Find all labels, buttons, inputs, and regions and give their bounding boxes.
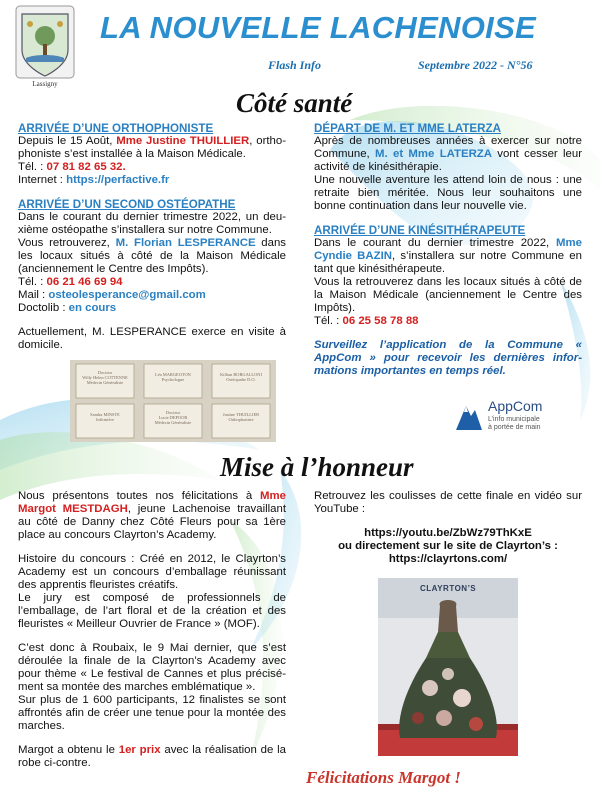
dress-photo	[378, 578, 518, 756]
honneur-left-column	[18, 490, 286, 770]
depart-text-1: Après de nombreuses années à exercer sur notre Commune, M. et Mme LATERZA vont cesser leur activité de kinésithérapie.	[314, 135, 583, 173]
depart-text-2: Une nouvelle aventure les attend loin de nous : une retraite bien méritée. Nous leur souhaitons une bonne continuation dans leur nouvelle vie.	[314, 174, 582, 212]
appcom-tagline: L’info municipale à portée de main	[488, 416, 541, 431]
honneur-p3: Le jury est composé de professionnels de l’emballage, de l’art floral et de la création et des fleuristes « Meilleur Ouvrier de France » (MOF).	[18, 592, 286, 630]
osteo-mail-link[interactable]: osteolesperance@gmail.com	[48, 289, 206, 301]
honneur-p5: Sur plus de 1 600 participants, 12 finalistes se sont affrontés afin de créer une tenue pour la montée des marches.	[18, 694, 286, 732]
ortho-phone: Tél. : 07 81 82 65 32.	[18, 161, 126, 173]
photo-banner: CLAYRTON’S	[420, 584, 477, 593]
ortho-website-link[interactable]: https://perfactive.fr	[66, 174, 170, 186]
plaque-2: Léa MARGEOTON Psychologue	[155, 372, 191, 382]
section-title-honneur: Mise à l’honneur	[220, 452, 414, 482]
plaque-1: Docteur Willy Helen COTTENNE Médecin Généraliste	[82, 370, 128, 385]
kine-phone: Tél. : 06 25 58 78 88	[314, 315, 419, 327]
video-intro: Retrouvez les coulisses de cette finale en vidéo sur YouTube :	[314, 490, 582, 515]
plaque-5: Docteur Lucie DEPOOR Médecin Généraliste	[154, 410, 192, 425]
osteo-text-1: Dans le courant du dernier trimestre 2022, un deu-xième ostéopathe s’installera sur notre Commune.	[18, 211, 286, 236]
newsletter-title: LA NOUVELLE LACHENOISE	[100, 10, 537, 45]
plaque-4: Sandra MINSTE Infirmière	[90, 412, 120, 422]
honneur-p1: Nous présentons toutes nos félicitations à Mme Margot MESTDAGH, jeune Lachenoise travaillant au côté de Danny chez Côté Fleurs pour sa 1ère place au concours Clayrton’s Academy.	[18, 490, 287, 541]
osteo-text-2: Vous retrouverez, M. Florian LESPERANCE dans les locaux situés à côté de la Maison Médicale (anciennement le Centre des Impôts).	[18, 237, 286, 275]
youtube-link[interactable]: https://youtu.be/ZbWz79ThKxE	[364, 527, 532, 539]
honneur-name: Mme Margot MESTDAGH	[18, 490, 286, 515]
section-title-sante: Côté santé	[236, 88, 353, 118]
osteo-phone: Tél. : 06 21 46 69 94	[18, 276, 123, 288]
sante-right-column	[314, 122, 582, 378]
ortho-website: Internet : https://perfactive.fr	[18, 174, 170, 186]
medical-plaques-photo	[70, 360, 276, 442]
heading-osteopathe: ARRIVÉE D’UN SECOND OSTÉOPATHE	[18, 198, 236, 211]
honneur-p4: C’est donc à Roubaix, le 9 Mai dernier, que s’est déroulée la finale de la Clayrton’s Academy avec pour thème « Le festival de Cannes et plus précisé-ment sa montée des marches emblématique ».	[18, 642, 286, 693]
honneur-p2: Histoire du concours : Créé en 2012, le Clayrton’s Academy est un concours d’emballage réunissant des apprentis fleuristes créatifs.	[18, 553, 286, 591]
appcom-icon	[454, 400, 484, 432]
appcom-logo	[454, 396, 574, 438]
heading-depart: DÉPART DE M. ET MME LATERZA	[314, 122, 501, 135]
appcom-note: Surveillez l’application de la Commune « AppCom » pour recevoir les dernières infor-mations importantes en temps réel.	[314, 339, 582, 377]
osteo-note: Actuellement, M. LESPERANCE exerce en visite à domicile.	[18, 326, 286, 351]
congrats-text: Félicitations Margot !	[306, 768, 461, 787]
osteo-doctolib: Doctolib : en cours	[18, 302, 117, 314]
heading-orthophoniste: ARRIVÉE D’UNE ORTHOPHONISTE	[18, 122, 214, 135]
sante-left-column	[18, 122, 286, 352]
osteo-mail: Mail : osteolesperance@gmail.com	[18, 289, 206, 301]
plaque-3: Killian BORGALLONI Ostéopathe D.O.	[220, 372, 262, 382]
kine-name: Mme Cyndie BAZIN	[314, 237, 582, 262]
issue-label: Septembre 2022 - N°56	[418, 58, 533, 72]
depart-name: M. et Mme LATERZA	[375, 148, 492, 160]
appcom-name: AppCom	[488, 398, 543, 414]
heading-kine: ARRIVÉE D’UNE KINÉSITHÉRAPEUTE	[314, 224, 526, 237]
osteo-name: M. Florian LESPERANCE	[115, 237, 256, 249]
honneur-p6: Margot a obtenu le 1er prix avec la réalisation de la robe ci-contre.	[18, 744, 286, 769]
honneur-right-column	[314, 490, 582, 566]
ortho-name: Mme Justine THUILLIER	[116, 135, 250, 147]
site-intro: ou directement sur le site de Clayrton’s :	[338, 540, 558, 552]
flash-info-label: Flash Info	[268, 58, 322, 72]
prize: 1er prix	[118, 744, 161, 756]
kine-text-2: Vous la retrouverez dans les locaux situés à côté de la Maison Médicale (anciennement le Centre des Impôts).	[314, 276, 582, 314]
plaque-6: Justine THUILLIER Orthophoniste	[222, 412, 260, 422]
kine-text-1: Dans le courant du dernier trimestre 2022, Mme Cyndie BAZIN, s’installera sur notre Commune en tant que kinésithérapeute.	[314, 237, 582, 275]
crest-label: Lassigny	[32, 80, 58, 88]
ortho-text: Depuis le 15 Août, Mme Justine THUILLIER, ortho-phoniste s’est installée à la Maison Médicale.	[18, 135, 286, 160]
site-link[interactable]: https://clayrtons.com/	[388, 553, 508, 565]
town-crest-icon	[14, 4, 76, 84]
